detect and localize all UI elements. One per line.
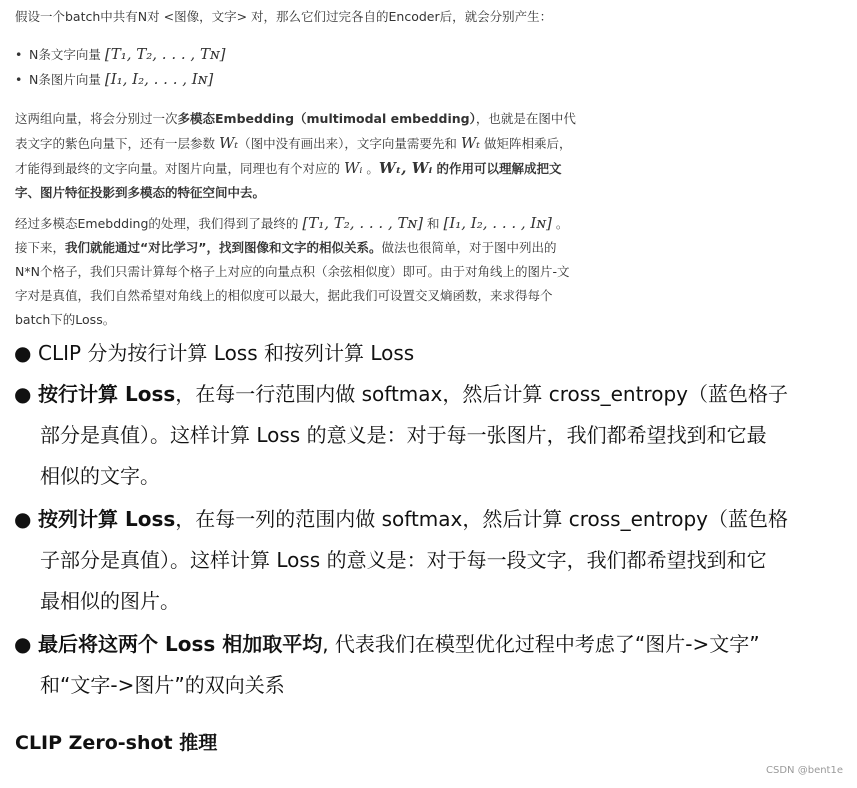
bullet-text: 和“文字->图片”的双向关系 [40, 673, 285, 697]
para1-bold-text: 多模态Embedding（multimodal embedding） [177, 111, 476, 126]
section-heading: CLIP Zero-shot 推理 [15, 732, 218, 754]
para1-math: Wₜ [460, 134, 480, 152]
para1-text: 这两组向量，将会分别过一次 [15, 111, 178, 126]
para2-text: 做法也很简单，对于图中列出的N*N个格子，我们只需计算每个格子上对应的向量点积（余弦相似度）即可。由于对角线上的图片-文字对是真值，我们自然希望对角线上的相似度可以最大，据此我们可设置交叉熵函数，来求得每个batch下的Loss。 [15, 240, 570, 327]
bullet-bold-text: 按列计算 Loss [38, 507, 176, 531]
bullet-clip-loss-split [14, 333, 854, 374]
bullet-icon: ● [14, 632, 32, 656]
bullet-average-loss [14, 624, 854, 706]
bullet-bold-text: 最后将这两个 Loss 相加取平均 [38, 632, 323, 656]
bullet-text: 相似的文字。 [40, 464, 160, 488]
bullet-icon: ● [14, 341, 32, 365]
bullet-text: 最相似的图片。 [40, 589, 180, 613]
para2-text: 经过多模态Emebdding的处理，我们得到了最终的 [15, 216, 303, 231]
para2-text: 。接下来， [15, 216, 569, 255]
para1-text: 做矩阵相乘后，才能得到最终的文字向量。对图片向量，同理也有个对应的 [15, 136, 572, 176]
bullet-icon: ● [14, 507, 32, 531]
bullet-text: 部分是真值）。这样计算 Loss 的意义是：对于每一张图片，我们都希望找到和它最 [40, 423, 767, 447]
para1-math: Wₜ [218, 134, 239, 152]
bullet-dot: • [15, 47, 23, 62]
bullet-text: ，在每一行范围内做 softmax，然后计算 cross_entropy（蓝色格子 [175, 382, 788, 406]
intro-text: 假设一个batch中共有N对 <图像，文字> 对，那么它们过完各自的Encoder后，就会分别产生： [15, 9, 553, 24]
contrastive-paragraph [15, 211, 575, 332]
bullet-icon: ● [14, 382, 32, 406]
bullet-text: ，在每一列的范围内做 softmax，然后计算 cross_entropy（蓝色格 [175, 507, 788, 531]
bullet-column-loss [14, 499, 854, 622]
para1-math: Wₜ, Wᵢ [378, 159, 433, 177]
image-vector-math: [I₁, I₂, . . . , Iɴ] [104, 70, 214, 88]
para1-math: Wᵢ [343, 159, 363, 177]
text-vector-math: [T₁, T₂, . . . , Tɴ] [104, 45, 226, 63]
para2-math: [I₁, I₂, . . . , Iɴ] [443, 214, 552, 232]
bullet-row-loss [14, 374, 854, 497]
bullet-dot: • [15, 72, 23, 87]
para2-math: [T₁, T₂, . . . , Tɴ] [302, 214, 424, 232]
bullet-bold-text: 按行计算 Loss [38, 382, 176, 406]
list-item [15, 42, 415, 67]
embedding-paragraph [15, 107, 580, 205]
para1-bold-text: 的作用可以理解成把文字、图片特征投影到多模态的特征空间中去。 [15, 161, 562, 200]
text-vector-label: N条文字向量 [29, 47, 101, 62]
bullet-text: , 代表我们在模型优化过程中考虑了“图片->文字” [322, 632, 760, 656]
watermark: CSDN @bent1e [766, 765, 843, 776]
para2-text: 和 [423, 216, 444, 231]
list-item [15, 67, 415, 92]
bullet-text: CLIP 分为按行计算 Loss 和按列计算 Loss [38, 341, 415, 365]
bullet-text: 子部分是真值）。这样计算 Loss 的意义是：对于每一段文字，我们都希望找到和它 [40, 548, 767, 572]
image-vector-label: N条图片向量 [29, 72, 101, 87]
para2-bold-text: 我们就能通过“对比学习”，找到图像和文字的相似关系。 [65, 240, 382, 255]
para1-text: 。 [362, 161, 379, 176]
vector-list [15, 42, 415, 92]
para1-text: ，也就是在图中代表文字的紫色向量下，还有一层参数 [15, 111, 576, 151]
para1-text: （图中没有画出来），文字向量需要先和 [238, 136, 461, 151]
